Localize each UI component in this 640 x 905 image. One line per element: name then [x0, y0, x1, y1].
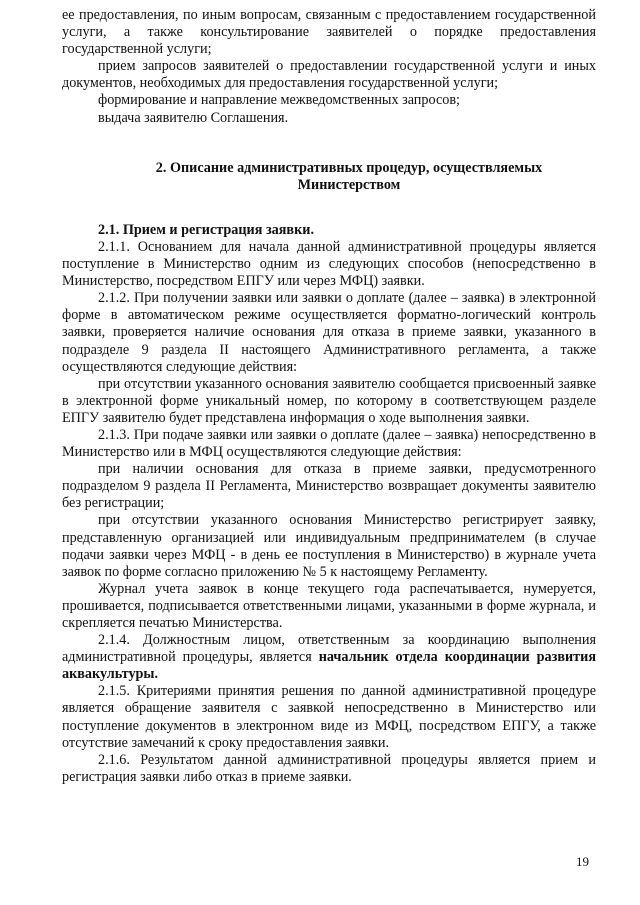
- paragraph: прием запросов заявителей о предоставлении государственной услуги и иных документов, необходимых для предоставления государственной услуги;: [62, 58, 596, 92]
- paragraph: 2.1.2. При получении заявки или заявки о доплате (далее – заявка) в электронной форме в автоматическом режиме осуществляется форматно-логический контроль заявки, проверяется наличие основания для отказа в приеме заявки, указанного в подразделе 9 раздела II настоящего Административного регламента, а также осуществляются следующие действия:: [62, 290, 596, 375]
- subsection-heading: 2.1. Прием и регистрация заявки.: [98, 221, 314, 238]
- responsible-official: начальник отдела координации развития аквакультуры.: [62, 649, 597, 683]
- paragraph: при отсутствии указанного основания заявителю сообщается присвоенный заявке в электронной форме уникальный номер, по которому в соответствующем разделе ЕПГУ заявителю будет представлена информация о ходе выполнения заявки.: [62, 375, 596, 426]
- page-number: 19: [576, 854, 589, 869]
- section-heading: [62, 160, 596, 194]
- paragraph: 2.1.6. Результатом данной административной процедуры является прием и регистрация заявки либо отказ в приеме заявки.: [62, 751, 596, 785]
- paragraph: 2.1.1. Основанием для начала данной административной процедуры является поступление в Министерство одним из следующих способов (непосредственно в Министерство, посредством ЕПГУ или через МФЦ) заявки.: [62, 238, 596, 290]
- paragraph: Журнал учета заявок в конце текущего года распечатывается, нумеруется, прошивается, подписывается ответственными лицами, указанными в форме журнала, и скрепляется печатью Министерства.: [62, 580, 596, 631]
- paragraph-text: 2.1.4. Должностным лицом, ответственным за координацию выполнения административной процедуры, является: [62, 632, 596, 666]
- paragraph: 2.1.5. Критериями принятия решения по данной административной процедуре является обращение заявителя с заявкой непосредственно в Министерство или поступление документов в электронном виде из МФЦ, посредством ЕПГУ, а также отсутствие замечаний к сроку предоставления заявки.: [62, 683, 596, 751]
- paragraph: формирование и направление межведомственных запросов;: [98, 92, 460, 109]
- paragraph: при наличии основания для отказа в приеме заявки, предусмотренного подразделом 9 раздела II Регламента, Министерство возвращает документы заявителю без регистрации;: [62, 461, 596, 512]
- paragraph: при отсутствии указанного основания Министерство регистрирует заявку, представленную организацией или индивидуальным предпринимателем (в случае подачи заявки через МФЦ - в день ее поступления в Министерство) в журнале учета заявок по форме согласно приложению № 5 к настоящему Регламенту.: [62, 512, 596, 580]
- section-heading-line: 2. Описание административных процедур, осуществляемых: [155, 159, 543, 176]
- page-content: [62, 7, 596, 786]
- paragraph: выдача заявителю Соглашения.: [98, 109, 289, 126]
- paragraph: [62, 632, 596, 683]
- paragraph: ее предоставления, по иным вопросам, связанным с предоставлением государственной услуги, а также консультирование заявителей о порядке предоставления государственной услуги;: [62, 7, 596, 58]
- paragraph: 2.1.3. При подаче заявки или заявки о доплате (далее – заявка) непосредственно в Министерство или в МФЦ осуществляются следующие действия:: [62, 426, 596, 461]
- section-heading-line: Министерством: [297, 176, 401, 193]
